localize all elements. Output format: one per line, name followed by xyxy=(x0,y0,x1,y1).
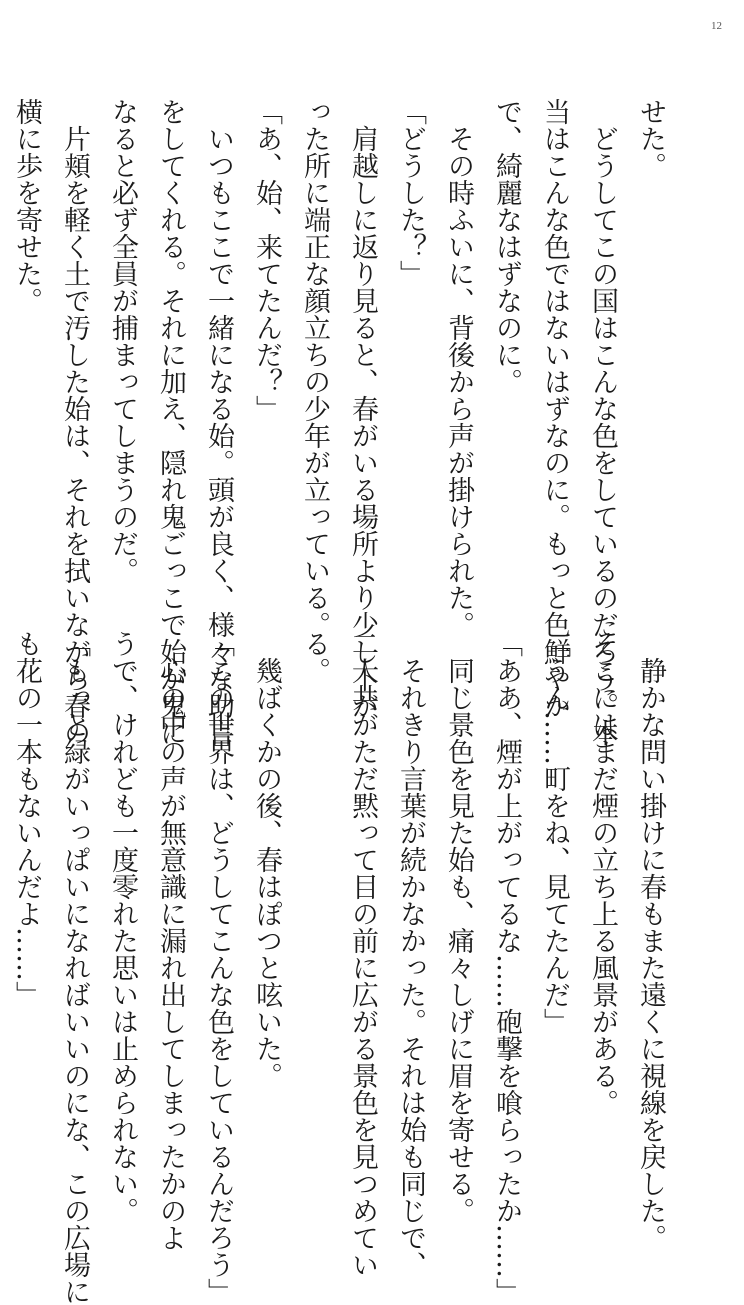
text-line: 横に歩を寄せた。 xyxy=(11,98,42,314)
text-line: それきり言葉が続かなかった。それは始も同じで、 xyxy=(395,630,426,1278)
text-line: その時ふいに、背後から声が掛けられた。 xyxy=(443,98,474,638)
upper-text-block xyxy=(11,98,674,746)
text-line: 「ああ、煙が上がってるな……砲撃を喰らったか……」 xyxy=(491,630,522,1305)
text-line: そこにはまだ煙の立ち上る風景がある。 xyxy=(587,630,618,1116)
text-line xyxy=(0,630,2,1160)
text-line: 片頬を軽く土で汚した始は、それを拭いながら春の xyxy=(59,98,90,746)
text-line xyxy=(0,98,2,628)
page-number: 12 xyxy=(711,20,722,32)
text-line: 幾ばくかの後、春はぽつと呟いた。 xyxy=(251,630,282,1089)
text-line: 「どうした？」 xyxy=(395,98,426,287)
text-line: どうしてこの国はこんな色をしているのだろう。本 xyxy=(587,98,618,746)
text-line: る。 xyxy=(299,630,330,684)
text-line: 「あ、始、来てたんだ？」 xyxy=(251,98,282,422)
text-line: った所に端正な顔立ちの少年が立っている。 xyxy=(299,98,330,638)
text-line: 同じ景色を見た始も、痛々しげに眉を寄せる。 xyxy=(443,630,474,1224)
text-line: 肩越しに返り見ると、春がいる場所より少し下が xyxy=(347,98,378,719)
text-line: も花の一本もないんだよ……」 xyxy=(11,630,42,1008)
text-line: 「うん……町をね、見てたんだ」 xyxy=(539,630,570,1035)
text-line: せた。 xyxy=(635,98,666,179)
text-line: 二人共がただ黙って目の前に広がる景色を見つめてい xyxy=(347,630,378,1278)
text-line: なると必ず全員が捕まってしまうのだ。 xyxy=(107,98,138,584)
text-line: うで、けれども一度零れた思いは止められない。 xyxy=(107,630,138,1224)
lower-text-block xyxy=(11,630,674,1305)
text-line: 当はこんな色ではないはずなのに。もっと色鮮やか xyxy=(539,98,570,719)
text-line: 「この世界は、どうしてこんな色をしているんだろう」 xyxy=(203,630,234,1305)
text-line: 「もっと緑がいっぱいになればいいのにな、この広場に xyxy=(59,630,90,1305)
text-line: をしてくれる。それに加え、隠れ鬼ごっこで始が鬼に xyxy=(155,98,186,746)
text-line: いつもここで一緒になる始。頭が良く、様々な助言 xyxy=(203,98,234,746)
text-line: 静かな問い掛けに春もまた遠くに視線を戻した。 xyxy=(635,630,666,1251)
text-line: 心の中の声が無意識に漏れ出してしまったかのよ xyxy=(155,630,186,1251)
text-line: で、綺麗なはずなのに。 xyxy=(491,98,522,395)
